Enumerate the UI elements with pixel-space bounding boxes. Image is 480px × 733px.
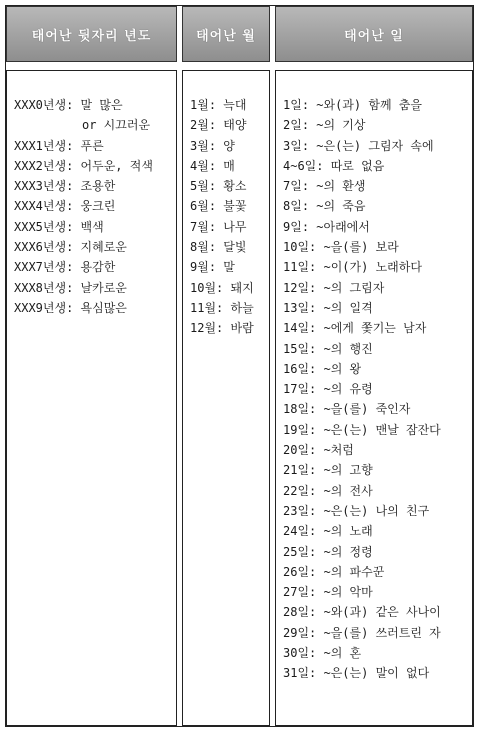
day-item: 21일: ~의 고향 xyxy=(283,463,373,478)
header-day: 태어난 일 xyxy=(275,6,473,62)
year-item: XXX5년생: 백색 xyxy=(14,219,104,234)
month-item: 7월: 나무 xyxy=(190,219,247,234)
month-item: 6월: 불꽃 xyxy=(190,199,247,214)
name-generator-table xyxy=(5,5,474,727)
month-item: 10월: 돼지 xyxy=(190,280,254,295)
month-item: 2월: 태양 xyxy=(190,118,247,133)
day-item: 17일: ~의 유령 xyxy=(283,382,373,397)
day-item: 9일: ~아래에서 xyxy=(283,219,370,234)
month-item: 12월: 바람 xyxy=(190,321,254,336)
day-item: 11일: ~이(가) 노래하다 xyxy=(283,260,422,275)
header-month: 태어난 월 xyxy=(182,6,270,62)
year-item: or 시끄러운 xyxy=(82,118,151,133)
day-item: 23일: ~은(는) 나의 친구 xyxy=(283,503,430,518)
year-item: XXX9년생: 욕심많은 xyxy=(14,300,127,315)
day-item: 3일: ~은(는) 그림자 속에 xyxy=(283,138,434,153)
day-item: 12일: ~의 그림자 xyxy=(283,280,385,295)
day-item: 29일: ~을(를) 쓰러트린 자 xyxy=(283,625,441,640)
month-column xyxy=(182,70,270,726)
day-item: 7일: ~의 환생 xyxy=(283,179,366,194)
day-item: 4~6일: 따로 없음 xyxy=(283,158,385,173)
year-item: XXX8년생: 날카로운 xyxy=(14,280,127,295)
year-list xyxy=(14,95,174,318)
month-list xyxy=(190,95,267,339)
day-item: 25일: ~의 정령 xyxy=(283,544,373,559)
year-column xyxy=(6,70,177,726)
day-item: 18일: ~을(를) 죽인자 xyxy=(283,402,411,417)
year-item: XXX3년생: 조용한 xyxy=(14,179,116,194)
day-item: 24일: ~의 노래 xyxy=(283,524,373,539)
day-item: 15일: ~의 행진 xyxy=(283,341,373,356)
day-item: 13일: ~의 일격 xyxy=(283,300,373,315)
month-item: 1월: 늑대 xyxy=(190,98,247,112)
day-list xyxy=(283,95,470,684)
day-item: 14일: ~에게 쫓기는 남자 xyxy=(283,321,427,336)
day-item: 10일: ~을(를) 보라 xyxy=(283,240,399,255)
month-item: 4월: 매 xyxy=(190,158,235,173)
day-item: 2일: ~의 기상 xyxy=(283,118,366,133)
day-item: 19일: ~은(는) 맨날 잠잔다 xyxy=(283,422,441,437)
day-item: 22일: ~의 전사 xyxy=(283,483,373,498)
day-item: 28일: ~와(과) 같은 사나이 xyxy=(283,605,441,620)
header-year: 태어난 뒷자리 년도 xyxy=(6,6,177,62)
day-item: 27일: ~의 악마 xyxy=(283,585,373,600)
year-item: XXX2년생: 어두운, 적색 xyxy=(14,158,153,173)
day-item: 16일: ~의 왕 xyxy=(283,361,362,376)
month-item: 8월: 달빛 xyxy=(190,240,247,255)
year-item: XXX6년생: 지혜로운 xyxy=(14,240,127,255)
day-item: 20일: ~처럼 xyxy=(283,443,354,458)
day-column xyxy=(275,70,473,726)
month-item: 9월: 말 xyxy=(190,260,235,275)
day-item: 26일: ~의 파수꾼 xyxy=(283,564,385,579)
month-item: 5월: 황소 xyxy=(190,179,247,194)
day-item: 31일: ~은(는) 말이 없다 xyxy=(283,666,430,681)
year-item: XXX4년생: 웅크린 xyxy=(14,199,116,214)
month-item: 11월: 하늘 xyxy=(190,300,254,315)
month-item: 3월: 양 xyxy=(190,138,235,153)
day-item: 1일: ~와(과) 함께 춤을 xyxy=(283,98,422,112)
year-item: XXX1년생: 푸른 xyxy=(14,138,104,153)
year-item: XXX7년생: 용감한 xyxy=(14,260,116,275)
day-item: 30일: ~의 혼 xyxy=(283,646,362,661)
day-item: 8일: ~의 죽음 xyxy=(283,199,366,214)
year-item: XXX0년생: 말 많은 xyxy=(14,98,123,112)
